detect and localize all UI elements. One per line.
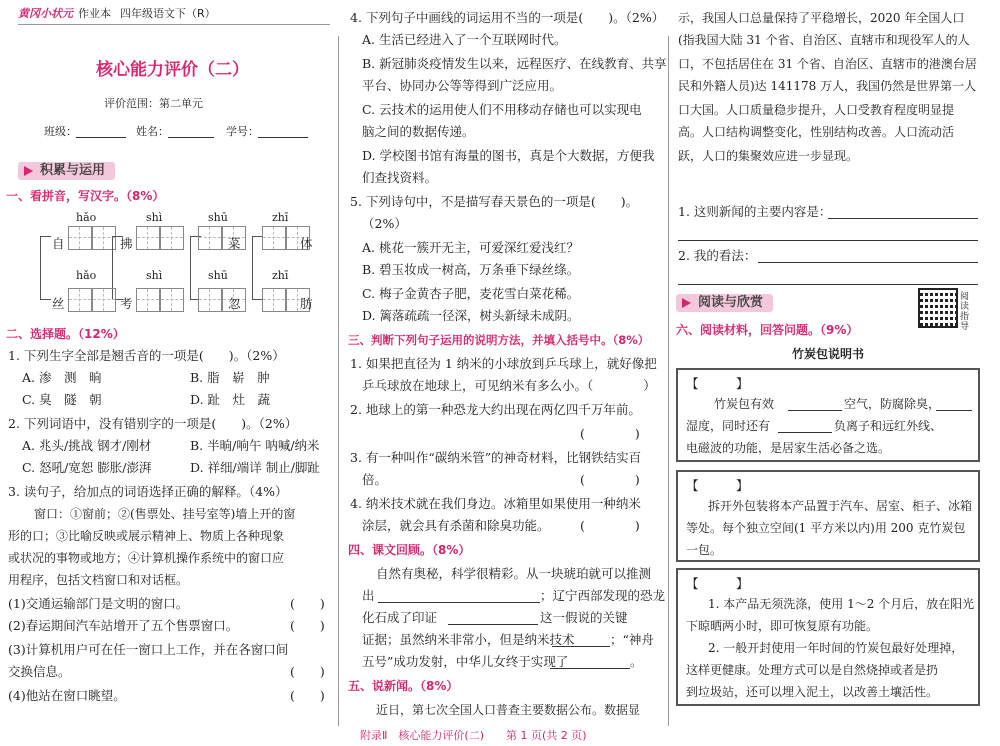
name-field[interactable] <box>168 137 214 138</box>
panel-blank-1[interactable] <box>788 410 842 411</box>
answer-paren-7[interactable]: ( ) <box>580 518 640 533</box>
answer-paren-4[interactable]: ( ) <box>290 688 325 703</box>
q2-def-4: 用程序，包括文档窗口和对话框。 <box>8 573 189 587</box>
q6-heading: 六、阅读材料，回答问题。（9%） <box>676 323 859 337</box>
q4-line-1: 自然有奥秘，科学很精彩。从一块琥珀就可以推测 <box>376 566 652 581</box>
q3-line-2: 2. 地球上的第一种恐龙大约出现在两亿四千万年前。 <box>350 402 641 417</box>
q3-line-4: 4. 纳米技术就在我们身边。冰箱里如果使用一种纳米 <box>350 496 641 511</box>
panel-blank-3[interactable] <box>778 432 832 433</box>
q2-def-1: 窗口：①窗前；②(售票处、挂号室等)墙上开的窗 <box>34 507 296 521</box>
char-bottom-3: 忽 <box>228 296 241 311</box>
q3-line-4b: 涂层，就会具有杀菌和除臭功能。 <box>362 518 550 533</box>
q2-option-2c: C. 怒吼/宽恕 膨胀/澎湃 <box>22 460 152 475</box>
panel-1-line-1a: 竹炭包有效 <box>714 397 775 411</box>
pinyin-5: hǎo <box>76 269 97 282</box>
panel-1-line-2b: 负离子和远红外线、 <box>834 419 943 433</box>
q2-option-2b: B. 半晌/响午 呐喊/纳米 <box>190 438 320 453</box>
news-question-2: 2. 我的看法： <box>678 248 757 263</box>
answer-paren-3[interactable]: ( ) <box>290 664 325 679</box>
answer-paren-5[interactable]: ( ) <box>580 426 640 441</box>
write-box-1a[interactable] <box>68 226 92 250</box>
pinyin-6: shì <box>146 269 163 282</box>
q2-heading: 二、选择题。（12%） <box>6 327 125 341</box>
write-box-5a[interactable] <box>68 288 92 312</box>
news-question-1: 1. 这则新闻的主要内容是： <box>678 204 832 219</box>
q4-option-d2: 们查找资料。 <box>362 170 438 185</box>
panel-3-line-2: 下晾晒两小时，即可恢复原有功能。 <box>686 619 879 633</box>
fill-blank-3[interactable] <box>552 646 610 647</box>
q2-def-2: 形的口；③比喻反映或展示精神上、物质上各种现象 <box>8 529 285 543</box>
doc-title: 竹炭包说明书 <box>792 347 865 361</box>
pinyin-8: zhī <box>272 269 289 282</box>
write-box-8a[interactable] <box>262 288 286 312</box>
pinyin-1: hǎo <box>76 211 97 224</box>
qr-label: 阅读指导 <box>960 292 970 332</box>
right-column <box>668 0 1000 746</box>
left-column <box>0 0 340 746</box>
panel-blank-2[interactable] <box>936 410 972 411</box>
q4-option-c: C. 云技术的运用使人们不用移动存储也可以实现电 <box>362 102 642 117</box>
grade-label: 四年级语文下（R） <box>120 7 216 20</box>
answer-paren-1[interactable]: ( ) <box>290 596 325 611</box>
class-label: 班级： <box>44 125 77 138</box>
q4-option-d: D. 学校图书馆有海量的图书，真是个大数据，方便我 <box>362 148 655 163</box>
q5-option-d: D. 篱落疏疏一径深，树头新绿未成阴。 <box>362 308 580 323</box>
qr-code[interactable] <box>918 288 958 328</box>
char-bottom-1: 丝 <box>52 296 65 311</box>
q5-option-b: B. 碧玉妆成一树高，万条垂下绿丝绦。 <box>362 262 580 277</box>
q2-item-4: 4. 下列句子中画线的词运用不当的一项是( )。（2%） <box>350 10 665 25</box>
pinyin-4: zhī <box>272 211 289 224</box>
q5-option-a: A. 桃花一簇开无主，可爱深红爱浅红？ <box>362 240 579 255</box>
news-line-3: 口，不包括居住在 31 个省、自治区、直辖市的港澳台居 <box>678 57 977 71</box>
class-field[interactable] <box>76 137 126 138</box>
q4-line-5: 五号”成功发射，中华儿女终于实现了 <box>362 654 569 669</box>
q3-line-3b: 倍。 <box>362 472 388 487</box>
id-field[interactable] <box>258 137 308 138</box>
write-box-6b[interactable] <box>160 288 184 312</box>
scope-label: 评价范围：第二单元 <box>104 97 203 110</box>
q2-item-5: 5. 下列诗句中，不是描写春天景色的一项是( )。 <box>350 194 639 209</box>
q4-line-2: 出 <box>362 588 375 603</box>
q2-option-1c: C. 臭 隧 朝 <box>22 392 102 407</box>
q3-line-1: 1. 如果把直径为 1 纳米的小球放到乒乓球上，就好像把 <box>350 356 657 371</box>
manual-panel-1 <box>676 368 980 462</box>
news-line-1: 示，我国人口总量保持了平稳增长，2020 年全国人口 <box>678 11 965 25</box>
book-label: 作业本 <box>78 7 111 20</box>
q5-option-c: C. 梅子金黄杏子肥，麦花雪白菜花稀。 <box>362 286 580 301</box>
q2-sentence-1: (1)交通运输部门是文明的窗口。 <box>8 596 189 611</box>
panel-1-bracket[interactable]: 【 】 <box>686 376 749 391</box>
q4-line-4: 证据；虽然纳米非常小，但是纳米技术 <box>362 632 575 647</box>
q4-line-2b: ；辽宁西部发现的恐龙 <box>540 588 666 603</box>
fill-blank-2[interactable] <box>448 624 538 625</box>
panel-1-line-1b: 空气，防腐除臭， <box>844 397 941 411</box>
q4-line-4b: ；“神舟 <box>610 632 654 647</box>
write-box-2a[interactable] <box>136 226 160 250</box>
q3-line-1b: 乒乓球放在地球上，可见纳米有多么小。（ ） <box>362 378 656 393</box>
answer-line-4[interactable] <box>678 284 978 285</box>
middle-column <box>340 0 668 746</box>
q5-heading: 五、说新闻。（8%） <box>348 679 459 693</box>
pinyin-3: shū <box>208 211 228 224</box>
news-line-7: 跃，人口的集聚效应进一步显现。 <box>678 149 859 163</box>
answer-line-3[interactable] <box>758 262 978 263</box>
q2-sentence-4: (4)他站在窗口眺望。 <box>8 688 126 703</box>
brand-logo: 黄冈小状元 <box>18 7 73 20</box>
section-reading: 阅读与欣赏 <box>676 294 773 312</box>
q2-item-2: 2. 下列词语中，没有错别字的一项是( )。（2%） <box>8 416 298 431</box>
pinyin-7: shū <box>208 269 228 282</box>
panel-3-bracket[interactable]: 【 】 <box>686 576 749 591</box>
page-footer: 附录Ⅱ 核心能力评价(二) 第 1 页(共 2 页) <box>360 729 587 742</box>
write-box-5b[interactable] <box>92 288 116 312</box>
fill-blank-4[interactable] <box>550 668 630 669</box>
manual-panel-2 <box>676 470 980 562</box>
panel-2-line-3: 一包。 <box>686 543 723 557</box>
group-bracket-1 <box>40 236 51 300</box>
write-box-7a[interactable] <box>198 288 222 312</box>
q5-points: （2%） <box>362 216 407 231</box>
char-top-2: 拂 <box>120 236 133 251</box>
panel-2-line-2: 等处。每个独立空间(1 平方米以内)用 200 克竹炭包 <box>686 521 966 535</box>
q2-sentence-2: (2)春运期间汽车站增开了五个售票窗口。 <box>8 618 239 633</box>
answer-paren-6[interactable]: ( ) <box>580 472 640 487</box>
manual-panel-3 <box>676 568 980 706</box>
q4-option-b: B. 新冠肺炎疫情发生以来，远程医疗、在线教育、共享 <box>362 56 667 71</box>
q4-line-3: 化石成了印证 <box>362 610 438 625</box>
q4-line-3b: 这一假说的关键 <box>540 610 628 625</box>
panel-3-line-3: 2. 一般开封使用一年时间的竹炭包最好处理掉， <box>708 641 964 655</box>
write-box-4a[interactable] <box>262 226 286 250</box>
q4-option-c2: 脑之间的数据传递。 <box>362 124 475 139</box>
q5-news-line: 近日，第七次全国人口普查主要数据公布。数据显 <box>376 703 641 717</box>
answer-paren-2[interactable]: ( ) <box>290 618 325 633</box>
char-top-3: 菜 <box>228 236 241 251</box>
name-label: 姓名： <box>136 125 169 138</box>
q2-option-1a: A. 渗 测 晌 <box>22 370 102 385</box>
char-bottom-4: 肪 <box>300 296 313 311</box>
q2-item-3: 3. 读句子，给加点的词语选择正确的解释。（4%） <box>8 484 288 499</box>
panel-1-line-2a: 湿度，同时还有 <box>686 419 771 433</box>
write-box-2b[interactable] <box>160 226 184 250</box>
char-top-1: 自 <box>52 236 65 251</box>
q2-sentence-3: (3)计算机用户可在任一窗口上工作，并在各窗口间 <box>8 642 289 657</box>
panel-3-line-4: 这样更健康。处理方式可以是自然烧掉或者是扔 <box>686 663 939 677</box>
panel-3-line-1: 1. 本产品无须洗涤，使用 1～2 个月后，放在阳光 <box>708 597 975 611</box>
q2-option-2a: A. 兆头/挑战 钢才/刚材 <box>22 438 152 453</box>
answer-line-2[interactable] <box>678 240 978 241</box>
q2-option-1b: B. 脂 崭 肿 <box>190 370 270 385</box>
news-line-6: 高。人口结构调整变化，性别结构改善。人口流动活 <box>678 125 955 139</box>
q4-option-a: A. 生活已经进入了一个互联网时代。 <box>362 32 567 47</box>
q2-option-1d: D. 趾 灶 蔬 <box>190 392 271 407</box>
panel-2-bracket[interactable]: 【 】 <box>686 478 749 493</box>
news-line-2: (指我国大陆 31 个省、自治区、直辖市和现役军人的人 <box>678 33 970 47</box>
column-divider-1 <box>338 36 339 726</box>
header-rule <box>18 24 330 25</box>
q1-heading: 一、看拼音，写汉字。（8%） <box>6 189 165 203</box>
panel-1-line-3: 电磁波的功能，是居家生活必备之选。 <box>686 441 891 455</box>
fill-blank-1[interactable] <box>378 602 540 603</box>
q2-item-1: 1. 下列生字全部是翘舌音的一项是( )。（2%） <box>8 348 285 363</box>
write-box-6a[interactable] <box>136 288 160 312</box>
panel-3-line-5: 到垃圾站，还可以埋入泥土，以改善土壤活性。 <box>686 685 939 699</box>
q4-line-5b: 。 <box>630 654 643 669</box>
page-title: 核心能力评价（二） <box>96 60 249 80</box>
q3-line-3: 3. 有一种叫作“碳纳米管”的神奇材料，比钢铁结实百 <box>350 450 642 465</box>
char-bottom-2: 考 <box>120 296 133 311</box>
q2-def-3: 或状况的事物或地方；④计算机操作系统中的窗口应 <box>8 551 285 565</box>
q3-heading: 三、判断下列句子运用的说明方法，并填入括号中。（8%） <box>348 333 650 347</box>
news-line-4: 民和外籍人员)达 141178 万人，我国仍然是世界第一人 <box>678 79 977 93</box>
news-line-5: 口大国。人口质量稳步提升，人口受教育程度明显提 <box>678 103 955 117</box>
pinyin-2: shì <box>146 211 163 224</box>
write-box-3a[interactable] <box>198 226 222 250</box>
answer-line-1[interactable] <box>828 218 978 219</box>
section-accumulation: 积累与运用 <box>18 162 115 180</box>
char-top-4: 体 <box>300 236 313 251</box>
q4-option-b2: 平台、协同办公等等得到广泛应用。 <box>362 78 563 93</box>
q2-sentence-3b: 交换信息。 <box>8 664 71 679</box>
q2-option-2d: D. 祥细/端详 制止/脚趾 <box>190 460 320 475</box>
panel-2-line-1: 拆开外包装将本产品置于汽车、居室、柜子、冰箱 <box>708 499 973 513</box>
id-label: 学号： <box>226 125 259 138</box>
q4-heading: 四、课文回顾。（8%） <box>348 543 471 557</box>
